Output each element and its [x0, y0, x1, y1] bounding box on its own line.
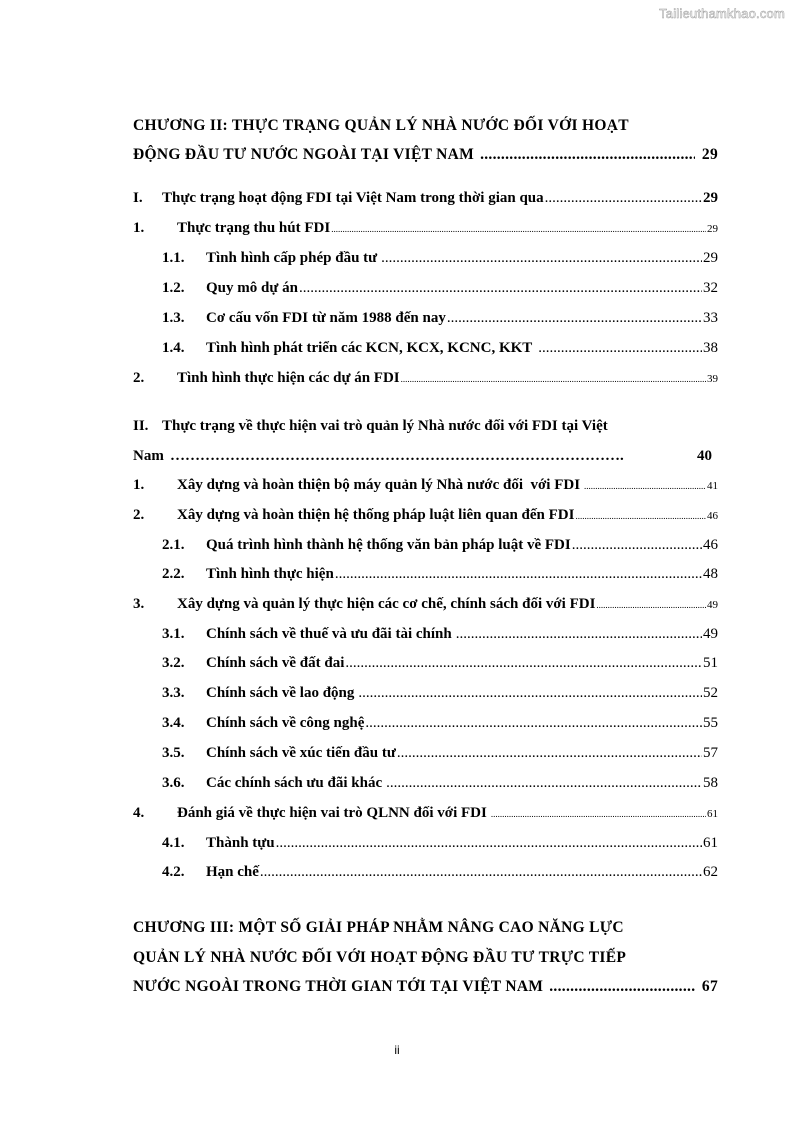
item-3-4-leader-dots	[365, 715, 702, 732]
item-2-2-page: 48	[703, 566, 718, 582]
toc-item-3-6[interactable]	[162, 775, 718, 792]
toc-item-I-1[interactable]	[133, 220, 718, 237]
item-4-2-leader-dots	[260, 864, 702, 881]
item-4-1-num: 4.1.	[162, 835, 185, 851]
item-3-5-title: Chính sách về xúc tiến đầu tư	[206, 745, 396, 761]
item-1-4-num: 1.4.	[162, 340, 185, 356]
item-II-1-title: Xây dựng và hoàn thiện bộ máy quản lý Nhà nước đối với FDI	[177, 477, 581, 493]
toc-chapter2-line2[interactable]	[133, 146, 718, 164]
chapter3-title-line2: QUẢN LÝ NHÀ NƯỚC ĐỐI VỚI HOẠT ĐỘNG ĐẦU TƯ TRỰC TIẾP	[133, 949, 627, 966]
item-3-4-title: Chính sách về công nghệ	[206, 715, 365, 731]
item-II-4-leader-dots	[491, 809, 706, 819]
item-3-5-num: 3.5.	[162, 745, 185, 761]
section-I-num: I.	[133, 190, 143, 206]
section-I-title: Thực trạng hoạt động FDI tại Việt Nam trong thời gian qua	[162, 190, 544, 206]
toc-item-3-2[interactable]	[162, 655, 718, 672]
toc-item-1-1[interactable]	[162, 250, 718, 267]
chapter3-title-line1: CHƯƠNG III: MỘT SỐ GIẢI PHÁP NHẰM NÂNG CAO NĂNG LỰC	[133, 919, 624, 936]
item-3-2-page: 51	[703, 655, 718, 671]
toc-item-II-1[interactable]	[133, 477, 718, 494]
item-1-3-num: 1.3.	[162, 310, 185, 326]
item-2-1-title: Quá trình hình thành hệ thống văn bản pháp luật về FDI	[206, 537, 571, 553]
toc-chapter3-line3[interactable]	[133, 978, 718, 996]
item-I-2-title: Tình hình thực hiện các dự án FDI	[177, 370, 400, 386]
item-I-2-page: 39	[707, 373, 718, 385]
watermark: Tailieuthamkhao.com	[659, 6, 785, 21]
item-3-6-num: 3.6.	[162, 775, 185, 791]
item-1-4-page: 38	[703, 340, 718, 356]
page-number-footer: ii	[394, 1043, 400, 1057]
toc-item-2-2[interactable]	[162, 566, 718, 583]
item-II-3-page: 49	[707, 599, 718, 611]
item-3-3-title: Chính sách về lao động	[206, 685, 355, 701]
toc-chapter3-line2[interactable]	[0, 948, 794, 968]
item-II-4-page: 61	[707, 808, 718, 820]
item-3-1-page: 49	[703, 626, 718, 642]
toc-item-1-3[interactable]	[162, 310, 718, 327]
item-I-2-leader-dots	[401, 374, 706, 384]
item-3-4-num: 3.4.	[162, 715, 185, 731]
item-4-1-leader-dots	[276, 835, 702, 852]
item-II-3-leader-dots	[596, 600, 706, 610]
toc-item-I-2[interactable]	[133, 370, 718, 387]
item-I-1-num: 1.	[133, 220, 145, 236]
section-I-leader-dots	[545, 190, 702, 207]
toc-section-II-line2[interactable]	[0, 446, 794, 466]
item-1-2-title: Quy mô dự án	[206, 280, 298, 296]
section-II-page: 40	[697, 448, 712, 464]
toc-item-4-2[interactable]	[162, 864, 718, 881]
item-1-2-num: 1.2.	[162, 280, 185, 296]
item-1-3-page: 33	[703, 310, 718, 326]
chapter2-title-line2: ĐỘNG ĐẦU TƯ NƯỚC NGOÀI TẠI VIỆT NAM	[133, 146, 475, 163]
toc-chapter3-line1[interactable]	[0, 918, 794, 938]
item-1-2-leader-dots	[299, 280, 702, 297]
chapter2-title-line1: CHƯƠNG II: THỰC TRẠNG QUẢN LÝ NHÀ NƯỚC ĐỐI VỚI HOẠT	[133, 117, 629, 134]
item-4-1-title: Thành tựu	[206, 835, 275, 851]
toc-item-1-2[interactable]	[162, 280, 718, 297]
item-4-2-page: 62	[703, 864, 718, 880]
item-3-5-page: 57	[703, 745, 718, 761]
item-3-6-title: Các chính sách ưu đãi khác	[206, 775, 383, 791]
item-3-1-title: Chính sách về thuế và ưu đãi tài chính	[206, 626, 452, 642]
chapter3-title-line3: NƯỚC NGOÀI TRONG THỜI GIAN TỚI TẠI VIỆT NAM	[133, 978, 544, 995]
item-3-6-leader-dots	[386, 775, 702, 792]
item-2-2-num: 2.2.	[162, 566, 185, 582]
item-2-2-title: Tình hình thực hiện	[206, 566, 334, 582]
toc-item-II-3[interactable]	[133, 596, 718, 613]
item-4-1-page: 61	[703, 835, 718, 851]
toc-item-3-1[interactable]	[162, 626, 718, 643]
toc-item-II-4[interactable]	[133, 805, 718, 822]
section-I-page: 29	[703, 190, 718, 206]
item-II-4-num: 4.	[133, 805, 145, 821]
item-3-4-page: 55	[703, 715, 718, 731]
item-3-1-leader-dots	[456, 626, 702, 643]
chapter2-page: 29	[701, 146, 718, 163]
toc-chapter2-line1[interactable]	[0, 116, 794, 136]
item-II-3-num: 3.	[133, 596, 145, 612]
item-2-1-leader-dots	[572, 537, 702, 554]
item-II-3-title: Xây dựng và quản lý thực hiện các cơ chế, chính sách đối với FDI	[177, 596, 596, 612]
toc-item-3-3[interactable]	[162, 685, 718, 702]
item-3-2-num: 3.2.	[162, 655, 185, 671]
item-3-1-num: 3.1.	[162, 626, 185, 642]
item-2-1-page: 46	[703, 537, 718, 553]
item-3-3-leader-dots	[358, 685, 702, 702]
item-II-1-page: 41	[707, 480, 718, 492]
section-II-title-line1: Thực trạng về thực hiện vai trò quản lý Nhà nước đối với FDI tại Việt	[162, 418, 608, 434]
item-1-3-title: Cơ cấu vốn FDI từ năm 1988 đến nay	[206, 310, 446, 326]
item-4-2-num: 4.2.	[162, 864, 185, 880]
item-3-5-leader-dots	[397, 745, 702, 762]
chapter2-leader-dots	[480, 146, 695, 164]
toc-item-3-5[interactable]	[162, 745, 718, 762]
item-1-3-leader-dots	[447, 310, 702, 327]
toc-item-2-1[interactable]	[162, 537, 718, 554]
item-3-6-page: 58	[703, 775, 718, 791]
item-1-1-title: Tình hình cấp phép đầu tư	[206, 250, 378, 266]
item-3-3-page: 52	[703, 685, 718, 701]
item-1-1-leader-dots	[381, 250, 702, 267]
item-I-1-leader-dots	[331, 224, 706, 234]
item-II-2-title: Xây dựng và hoàn thiện hệ thống pháp luật liên quan đến FDI	[177, 507, 575, 523]
section-II-leader-dots: ……………………………………………………………………………….	[170, 448, 624, 464]
section-II-title-line2: Nam	[133, 448, 164, 464]
item-3-2-title: Chính sách về đất đai	[206, 655, 345, 671]
item-II-2-num: 2.	[133, 507, 145, 523]
chapter3-leader-dots	[549, 978, 695, 996]
item-II-1-leader-dots	[584, 481, 706, 491]
toc-section-II-line1[interactable]	[0, 416, 794, 436]
toc-item-II-2[interactable]	[133, 507, 718, 524]
item-II-1-num: 1.	[133, 477, 145, 493]
item-1-4-title: Tình hình phát triển các KCN, KCX, KCNC, KKT	[206, 340, 533, 356]
item-I-1-page: 29	[707, 223, 718, 235]
toc-item-1-4[interactable]	[162, 340, 718, 357]
item-1-1-num: 1.1.	[162, 250, 185, 266]
item-3-3-num: 3.3.	[162, 685, 185, 701]
chapter3-page: 67	[701, 978, 718, 995]
item-1-1-page: 29	[703, 250, 718, 266]
item-1-4-leader-dots	[538, 340, 702, 357]
item-II-4-title: Đánh giá về thực hiện vai trò QLNN đối với FDI	[177, 805, 487, 821]
item-I-1-title: Thực trạng thu hút FDI	[177, 220, 331, 236]
item-I-2-num: 2.	[133, 370, 145, 386]
item-4-2-title: Hạn chế	[206, 864, 259, 880]
item-II-2-page: 46	[707, 510, 718, 522]
toc-item-4-1[interactable]	[162, 835, 718, 852]
item-1-2-page: 32	[703, 280, 718, 296]
item-2-2-leader-dots	[335, 566, 702, 583]
item-2-1-num: 2.1.	[162, 537, 185, 553]
item-II-2-leader-dots	[575, 511, 706, 521]
section-II-num: II.	[133, 418, 149, 434]
item-3-2-leader-dots	[345, 655, 702, 672]
toc-section-I[interactable]	[133, 190, 718, 207]
toc-item-3-4[interactable]	[162, 715, 718, 732]
